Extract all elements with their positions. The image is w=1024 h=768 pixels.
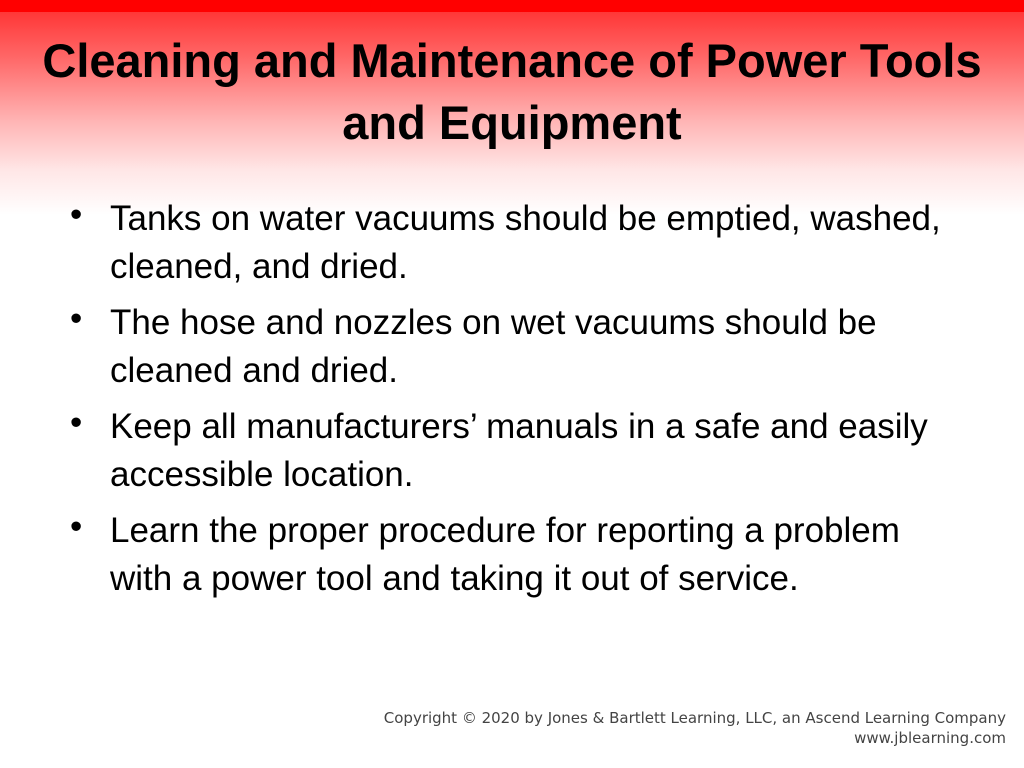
- copyright-footer: [384, 708, 1006, 748]
- bullet-icon: •: [70, 507, 83, 546]
- bullet-text: Keep all manufacturers’ manuals in a safe and easily accessible location.: [110, 407, 928, 494]
- bullet-text: The hose and nozzles on wet vacuums should be cleaned and dried.: [110, 303, 877, 390]
- bullet-text: Learn the proper procedure for reporting a problem with a power tool and taking it out of service.: [110, 511, 900, 598]
- bullet-icon: •: [70, 195, 83, 234]
- bullet-icon: •: [70, 299, 83, 338]
- slide-title: Cleaning and Maintenance of Power Tools and Equipment: [42, 34, 982, 149]
- copyright-text: Copyright © 2020 by Jones & Bartlett Learning, LLC, an Ascend Learning Company: [383, 709, 1006, 727]
- bullet-item: [70, 195, 970, 291]
- bullet-item: [70, 403, 970, 499]
- bullet-item: [70, 507, 970, 603]
- bullet-icon: •: [70, 403, 83, 442]
- accent-bar: [0, 0, 1024, 12]
- bullet-text: Tanks on water vacuums should be emptied, washed, cleaned, and dried.: [110, 199, 941, 286]
- website-text: www.jblearning.com: [854, 729, 1006, 747]
- bullet-list: [70, 195, 970, 611]
- bullet-item: [70, 299, 970, 395]
